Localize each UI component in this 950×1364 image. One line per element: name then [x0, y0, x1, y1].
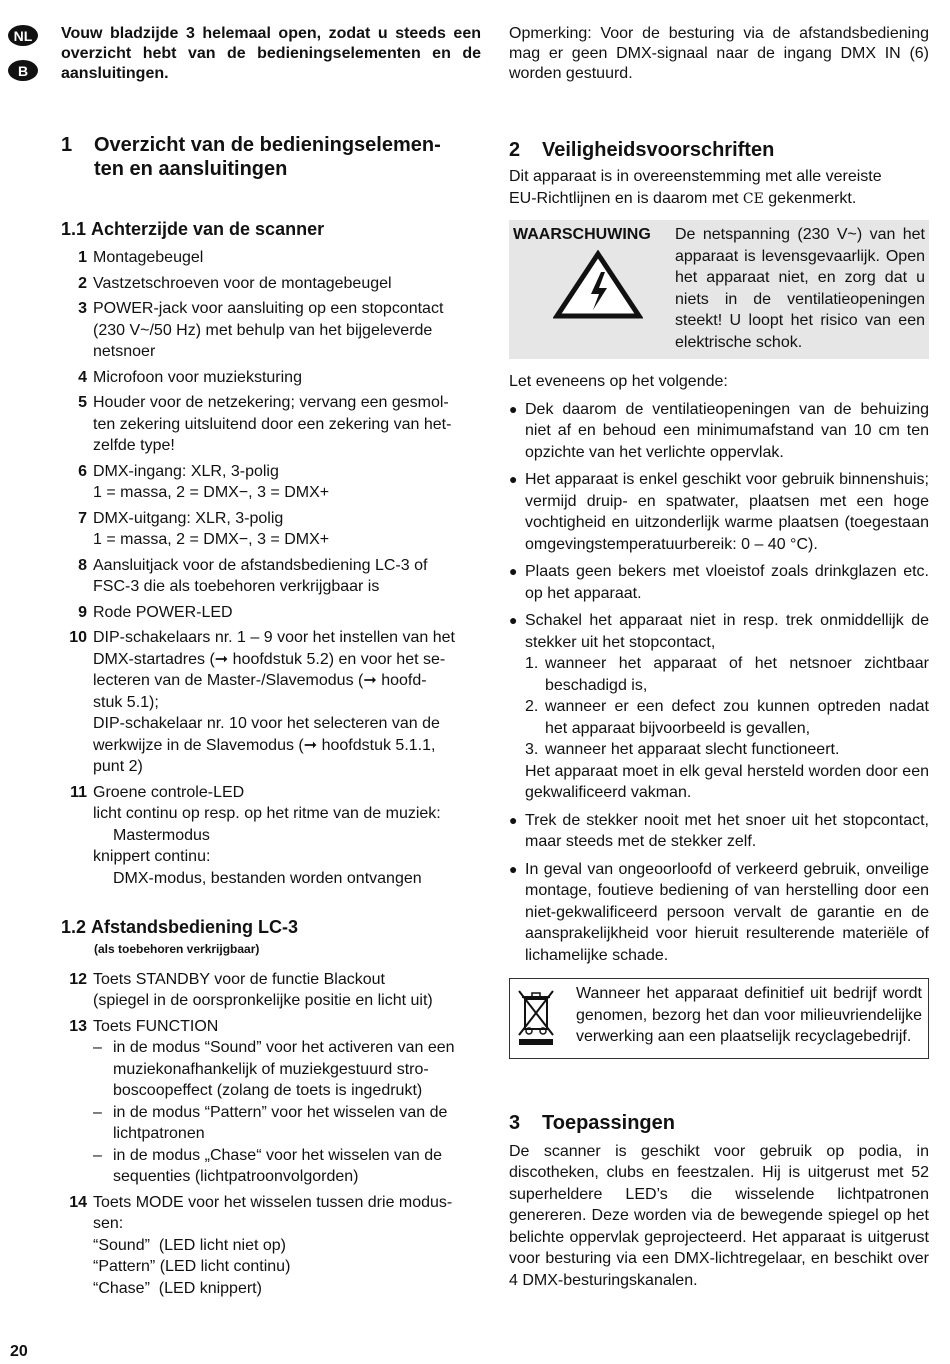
right-column: [509, 138, 929, 1291]
list-item: 6 DMX-ingang: XLR, 3-polig 1 = massa, 2 = DMX−, 3 = DMX+: [78, 462, 330, 501]
list-item: 4 Microfoon voor muzieksturing: [78, 368, 302, 386]
recycle-text: Wanneer het apparaat definitief uit bedrijf wordt genomen, bezorg het dan voor milieuvriendelijke verwerking aan een plaatselijk recyclagebedrijf.: [576, 985, 922, 1045]
numbered-subitem: 1. wanneer het apparaat of het netsnoer zichtbaar beschadigd is,: [525, 655, 929, 694]
bullet-item: ● Dek daarom de ventilatieopeningen van de behuizing niet af en behoud een minimumafstand van 10 cm ten opzichte van het verlichte oppervlak.: [509, 399, 929, 464]
warning-label: WAARSCHUWING: [513, 226, 651, 243]
numbered-subitem: 3. wanneer het apparaat slecht functioneert.: [525, 741, 840, 758]
section1-2-note: (als toebehoren verkrijgbaar): [94, 942, 260, 956]
high-voltage-warning-icon: [553, 250, 643, 320]
bullet-item: ● Trek de stekker nooit met het snoer uit het stopcontact, maar steeds met de stekker zelf.: [509, 810, 929, 853]
left-column: [61, 133, 481, 1303]
bullet-item: ● Plaats geen bekers met vloeistof zoals drinkglazen etc. op het apparaat.: [509, 561, 929, 604]
list-item: 14 Toets MODE voor het wisselen tussen drie modus- sen: “Sound” (LED licht niet op) “Pattern” (LED licht continu) “Chase” (LED knippert): [69, 1193, 453, 1297]
bullet-item: ● In geval van ongeoorloofd of verkeerd gebruik, onveilige montage, foutieve bediening of van herstelling door een niet-gekwalificeerd persoon vervalt de garantie en de aansprakelijkheid voor hieruit resulterende materiële of lichamelijke schade.: [509, 859, 929, 967]
section3-text: De scanner is geschikt voor gebruik op podia, in discotheken, clubs en feestzalen. Hij is uitgerust met 52 superheldere LED’s die wisselende lichtpatronen genereren. Deze worden via de bewegende spiegel op het belichte oppervlak geprojecteerd. Het apparaat is uitgerust voor besturing via een DMX-lichtregelaar, en beschikt over 4 DMX-besturingskanalen.: [509, 1142, 929, 1289]
bullet-icon: ●: [509, 811, 518, 828]
list-item: 12 Toets STANDBY voor de functie Blackout (spiegel in de oorspronkelijke positie en licht uit): [69, 970, 433, 1009]
section1-1-heading: 1.1 Achterzijde van de scanner: [61, 219, 325, 239]
section1-title-1: Overzicht van de bedieningselemen-: [94, 134, 441, 156]
warning-text: De netspanning (230 V~) van het apparaat is levensgevaarlijk. Open het apparaat niet, en zorg dat u niets in de ventilatieopeningen steekt! U loopt het risico van een elektrische schok.: [675, 226, 925, 351]
bullet-item: ● Schakel het apparaat niet in resp. trek onmiddellijk de stekker uit het stopcontact, 1. wanneer het apparaat of het netsnoer zichtbaar beschadigd is, 2. wanneer er een defect zou kunnen optreden nadat het apparaat bijvoorbeeld is gevallen, 3. wanneer het apparaat slecht functioneert. Het apparaat moet in elk geval hersteld worden door een gekwalificeerd vakman.: [509, 610, 929, 804]
list-item: 8 Aansluitjack voor de afstandsbediening LC-3 of FSC-3 die als toebehoren verkrijgbaar is: [78, 556, 428, 595]
warning-box: [509, 220, 929, 359]
list-item: 3 POWER-jack voor aansluiting op een stopcontact (230 V~/50 Hz) met behulp van het bijgeleverde netsnoer: [78, 300, 444, 360]
items-1-1: [61, 247, 481, 778]
section2-intro: Dit apparaat is in overeenstemming met alle vereiste EU-Richtlijnen en is daarom met CE gekenmerkt.: [509, 168, 882, 207]
section1-2-heading: 1.2 Afstandsbediening LC-3: [61, 917, 299, 937]
recycle-box: [509, 978, 929, 1059]
page-number: 20: [10, 1343, 28, 1360]
list-item: 10 DIP-schakelaars nr. 1 – 9 voor het instellen van het DMX-startadres (➞ hoofdstuk 5.2) en voor het se- lecteren van de Master-/Slavemodus (➞ hoofd- stuk 5.1); DIP-schakelaar nr. 10 voor het selecteren van de werkwijze in de Slavemodus (➞ hoofdstuk 5.1.1, punt 2): [69, 629, 455, 775]
dash-item: – in de modus „Chase“ voor het wisselen van de sequenties (lichtpatroonvolgorden): [93, 1146, 443, 1185]
language-badge-nl: NL: [8, 25, 38, 46]
intro-right: Opmerking: Voor de besturing via de afstandsbediening mag er geen DMX-signaal naar de ingang DMX IN (6) worden gestuurd.: [509, 25, 929, 82]
bullet-icon: ●: [509, 612, 518, 628]
list-item: 11 Groene controle-LED licht continu op resp. op het ritme van de muziek: Mastermodus knippert continu: DMX-modus, bestanden worden ontvangen: [70, 783, 441, 887]
list-item: 9 Rode POWER-LED: [78, 603, 233, 621]
numbered-subitem: 2. wanneer er een defect zou kunnen optreden nadat het apparaat bijvoorbeeld is gevallen,: [525, 698, 929, 737]
dash-item: – in de modus “Sound” voor het activeren van een muziekonafhankelijk of muziekgestuurd stro- boscoopeffect (zolang de toets is ingedrukt): [93, 1039, 455, 1099]
language-badge-b: B: [8, 60, 38, 81]
crossed-bin-icon: [516, 987, 556, 1047]
list-item: 5 Houder voor de netzekering; vervang een gesmol- ten zekering uitsluitend door een zekering van het- zelfde type!: [78, 394, 452, 454]
intro-left: Vouw bladzijde 3 helemaal open, zodat u steeds een overzicht hebt van de bedieningselementen en de aansluitingen.: [61, 25, 481, 82]
list-item: 2 Vastzetschroeven voor de montagebeugel: [78, 274, 392, 292]
bullet-icon: ●: [509, 860, 518, 877]
ce-mark: CE: [742, 190, 764, 207]
dash-item: – in de modus “Pattern” voor het wisselen van de lichtpatronen: [93, 1103, 448, 1142]
bullet-icon: ●: [509, 471, 518, 487]
bullet-icon: ●: [509, 400, 518, 417]
bullet-item: ● Het apparaat is enkel geschikt voor gebruik binnenshuis; vermijd druip- en spatwater, plaatsen met een hoge vochtigheid en uitzonderlijk warme plaatsen (toegestaan omgevingstemperatuurbereik: 0 – 40 °C).: [509, 469, 929, 555]
section1-title-2: ten en aansluitingen: [94, 158, 288, 180]
also-note: Let eveneens op het volgende:: [509, 373, 728, 390]
list-item: 13 Toets FUNCTION – in de modus “Sound” voor het activeren van een muziekonafhankelijk of muziekgestuurd stro- boscoopeffect (zolang de toets is ingedrukt) – in de modus “Pattern” voor het wisselen van de lichtpatronen – in de modus „Chase“ voor het wisselen van de sequenties (lichtpatroonvolgorden): [61, 1016, 481, 1188]
section3-heading: 3 Toepassingen: [509, 1111, 675, 1134]
section1-heading: 1 Overzicht van de bedieningselemen- ten en aansluitingen: [61, 134, 441, 180]
section2-heading: 2 Veiligheidsvoorschriften: [509, 139, 775, 161]
list-item: 1 Montagebeugel: [78, 249, 204, 266]
list-item: 7 DMX-uitgang: XLR, 3-polig 1 = massa, 2 = DMX−, 3 = DMX+: [78, 509, 330, 548]
bullet-icon: ●: [509, 563, 518, 579]
